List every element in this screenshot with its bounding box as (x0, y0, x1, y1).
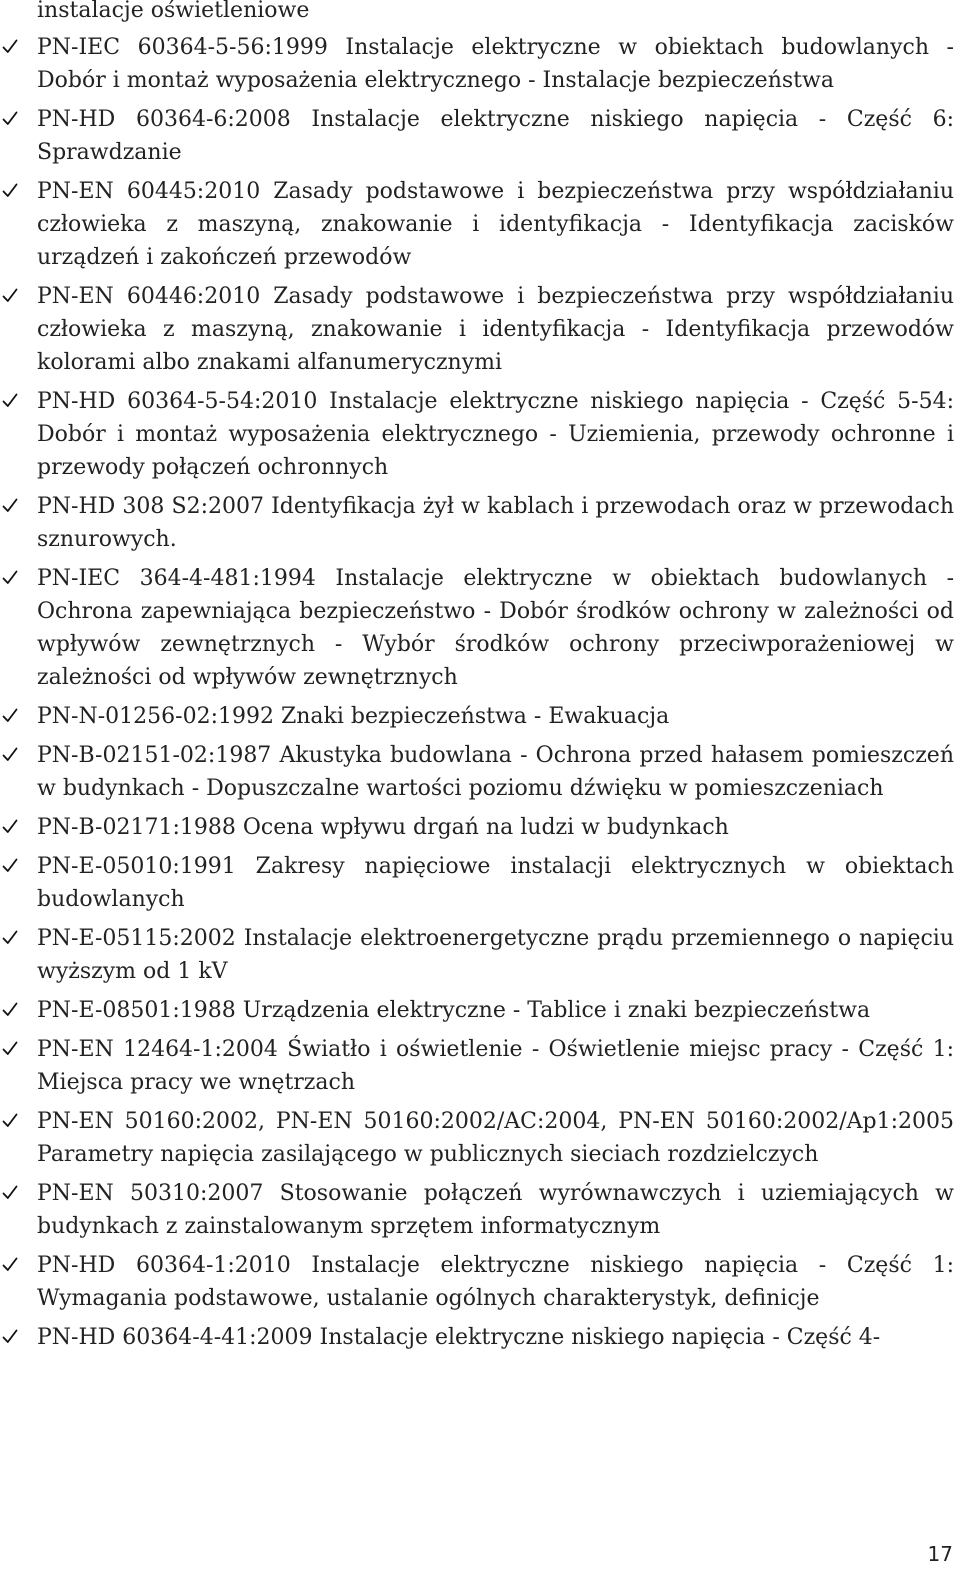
list-item-text: PN-EN 60446:2010 Zasady podstawowe i bezpieczeństwa przy współdziałaniu człowieka z maszyną, znakowanie i identyfikacja - Identyfikacja przewodów kolorami albo znakami alfanumerycznymi (37, 284, 954, 375)
checkmark-icon (2, 930, 18, 946)
checkmark-icon (2, 498, 18, 514)
list-item-text: PN-IEC 364-4-481:1994 Instalacje elektryczne w obiektach budowlanych - Ochrona zapewniająca bezpieczeństwo - Dobór środków ochrony w zależności od wpływów zewnętrznych - Wybór środków ochrony przeciwporażeniowej w zależności od wpływów zewnętrznych (37, 566, 954, 690)
list-item (0, 31, 960, 97)
standards-list (0, 31, 960, 1360)
list-item-text: PN-E-05010:1991 Zakresy napięciowe instalacji elektrycznych w obiektach budowlanych (37, 854, 954, 912)
list-item-text: PN-HD 60364-6:2008 Instalacje elektryczne niskiego napięcia - Część 6: Sprawdzanie (37, 107, 954, 165)
checkmark-icon (2, 819, 18, 835)
checkmark-icon (2, 1257, 18, 1273)
list-item-text: PN-N-01256-02:1992 Znaki bezpieczeństwa - Ewakuacja (37, 704, 670, 729)
checkmark-icon (2, 183, 18, 199)
checkmark-icon (2, 288, 18, 304)
checkmark-icon (2, 747, 18, 763)
list-item (0, 850, 960, 916)
list-item (0, 1177, 960, 1243)
checkmark-icon (2, 393, 18, 409)
checkmark-icon (2, 1041, 18, 1057)
list-item (0, 490, 960, 556)
list-item (0, 280, 960, 379)
list-item-text: PN-E-08501:1988 Urządzenia elektryczne - Tablice i znaki bezpieczeństwa (37, 998, 871, 1023)
list-item-text: PN-B-02171:1988 Ocena wpływu drgań na ludzi w budynkach (37, 815, 729, 840)
list-item (0, 1105, 960, 1171)
checkmark-icon (2, 1002, 18, 1018)
list-item (0, 1249, 960, 1315)
list-item-text: PN-HD 60364-4-41:2009 Instalacje elektryczne niskiego napięcia - Część 4- (37, 1325, 881, 1350)
checkmark-icon (2, 1185, 18, 1201)
list-item-text: PN-IEC 60364-5-56:1999 Instalacje elektryczne w obiektach budowlanych - Dobór i montaż wyposażenia elektrycznego - Instalacje bezpieczeństwa (37, 35, 954, 93)
list-item (0, 811, 960, 844)
list-item (0, 175, 960, 274)
list-item-text: PN-E-05115:2002 Instalacje elektroenergetyczne prądu przemiennego o napięciu wyższym od 1 kV (37, 926, 954, 984)
page-number: 17 (927, 1542, 953, 1566)
list-item-text: PN-HD 308 S2:2007 Identyfikacja żył w kablach i przewodach oraz w przewodach sznurowych. (37, 494, 954, 552)
list-item-text: PN-HD 60364-1:2010 Instalacje elektryczne niskiego napięcia - Część 1: Wymagania podstawowe, ustalanie ogólnych charakterystyk, definicje (37, 1253, 954, 1311)
checkmark-icon (2, 708, 18, 724)
list-item-text: PN-EN 60445:2010 Zasady podstawowe i bezpieczeństwa przy współdziałaniu człowieka z maszyną, znakowanie i identyfikacja - Identyfikacja zacisków urządzeń i zakończeń przewodów (37, 179, 954, 270)
list-item (0, 994, 960, 1027)
list-item-text: PN-EN 50310:2007 Stosowanie połączeń wyrównawczych i uziemiających w budynkach z zainstalowanym sprzętem informatycznym (37, 1181, 954, 1239)
list-item (0, 922, 960, 988)
list-item (0, 1321, 960, 1354)
list-item (0, 1033, 960, 1099)
checkmark-icon (2, 1113, 18, 1129)
checkmark-icon (2, 1329, 18, 1345)
list-item (0, 103, 960, 169)
checkmark-icon (2, 111, 18, 127)
list-item (0, 700, 960, 733)
checkmark-icon (2, 570, 18, 586)
checkmark-icon (2, 39, 18, 55)
intro-line: instalacje oświetleniowe (37, 0, 310, 23)
list-item (0, 739, 960, 805)
list-item-text: PN-EN 12464-1:2004 Światło i oświetlenie - Oświetlenie miejsc pracy - Część 1: Miejsca pracy we wnętrzach (37, 1037, 954, 1095)
checkmark-icon (2, 858, 18, 874)
list-item-text: PN-B-02151-02:1987 Akustyka budowlana - Ochrona przed hałasem pomieszczeń w budynkach - Dopuszczalne wartości poziomu dźwięku w pomieszczeniach (37, 743, 954, 801)
list-item-text: PN-HD 60364-5-54:2010 Instalacje elektryczne niskiego napięcia - Część 5-54: Dobór i montaż wyposażenia elektrycznego - Uziemienia, przewody ochronne i przewody połączeń ochronnych (37, 389, 954, 480)
list-item (0, 385, 960, 484)
list-item-text: PN-EN 50160:2002, PN-EN 50160:2002/AC:2004, PN-EN 50160:2002/Ap1:2005 Parametry napięcia zasilającego w publicznych sieciach rozdzielczych (37, 1109, 954, 1167)
list-item (0, 562, 960, 694)
